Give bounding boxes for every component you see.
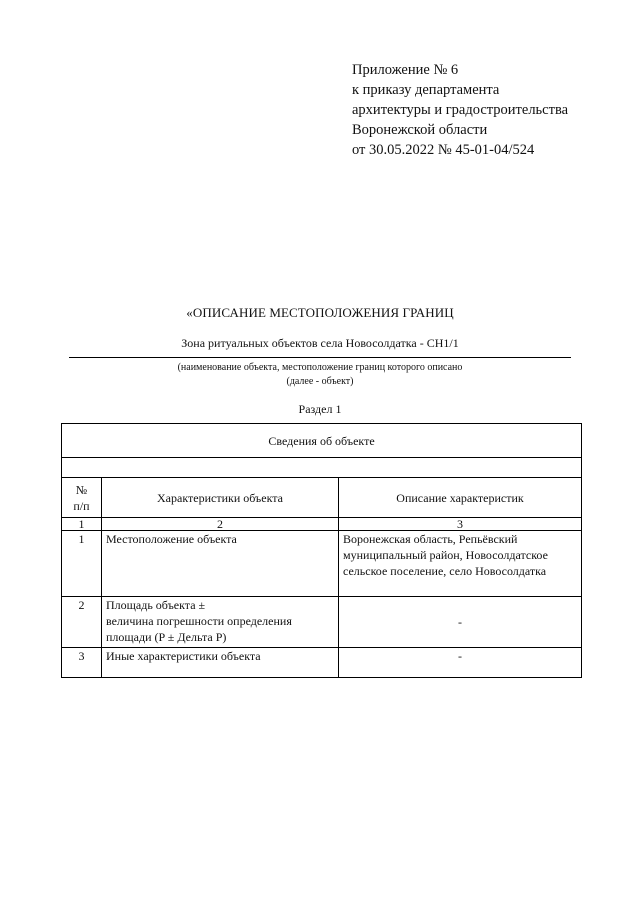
row-text-line: Площадь объекта ± [106,598,206,612]
row-text-line: величина погрешности определения [106,614,292,628]
col-header-characteristics: Характеристики объекта [102,478,339,518]
table-row [62,531,582,597]
row-description: - [339,648,582,678]
appendix-line: архитектуры и градостроительства [352,102,569,118]
row-text-line: Воронежская область, Репьёвский [343,532,518,546]
caption-line: (наименование объекта, местоположение границ которого описано [177,362,463,373]
row-characteristic [102,648,339,678]
row-text-line: сельское поселение, село Новосолдатка [343,564,547,578]
appendix-line: к приказу департамента [352,82,500,98]
table-index-row [62,518,582,531]
col-header-num-line: п/п [73,498,90,513]
table-row [62,597,582,648]
row-num: 3 [62,648,102,678]
row-description: - [339,597,582,648]
row-text-line: муниципальный район, Новосолдатское [343,548,548,562]
index-cell: 3 [339,518,582,531]
appendix-line: от 30.05.2022 № 45-01-04/524 [352,142,535,158]
underline-divider [69,357,571,358]
section-heading: Раздел 1 [298,402,342,416]
table-empty-row [62,458,582,478]
col-header-num-line: № [75,482,88,497]
object-name-caption [0,361,640,389]
row-description [339,531,582,597]
row-num: 1 [62,531,102,597]
row-text-line: Местоположение объекта [106,532,237,546]
table-empty-cell [62,458,582,478]
document-title: «ОПИСАНИЕ МЕСТОПОЛОЖЕНИЯ ГРАНИЦ [186,305,454,320]
index-cell: 2 [102,518,339,531]
table-row [62,648,582,678]
object-info-table [61,423,582,678]
col-header-num [62,478,102,518]
caption-line: (далее - объект) [286,376,354,387]
col-header-description: Описание характеристик [339,478,582,518]
table-header: Сведения об объекте [62,424,582,458]
row-num: 2 [62,597,102,648]
table-header-row [62,424,582,458]
index-cell: 1 [62,518,102,531]
row-text-line: Иные характеристики объекта [106,649,261,663]
row-characteristic [102,597,339,648]
object-name: Зона ритуальных объектов села Новосолдатка - СН1/1 [181,336,459,350]
row-text-line: площади (P ± Дельта P) [106,630,227,644]
row-characteristic [102,531,339,597]
appendix-line: Воронежской области [352,122,488,138]
appendix-line: Приложение № 6 [352,62,459,78]
appendix-block [352,60,568,160]
table-columns-row [62,478,582,518]
